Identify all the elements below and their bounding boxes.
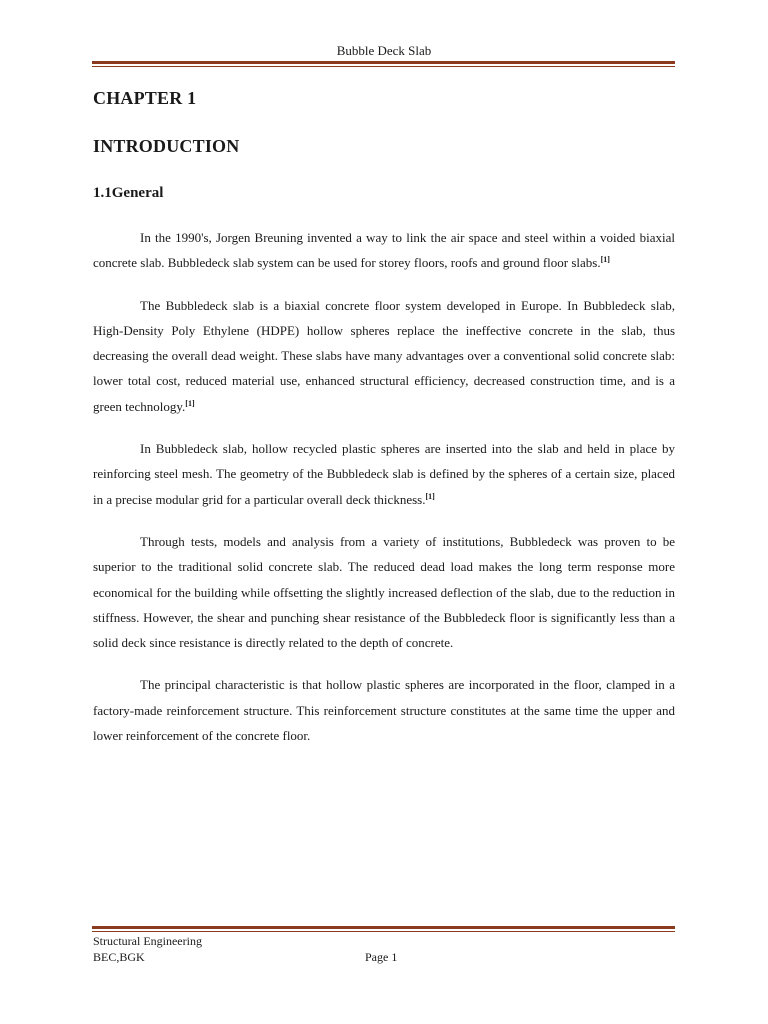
paragraph-text: Through tests, models and analysis from a variety of institutions, Bubbledeck was proven to be superior to the traditional solid concrete slab. The reduced dead load makes the long term response more economical for the building while offsetting the slightly increased deflection of the slab, due to the reduction in stiffness. However, the shear and punching shear resistance of the Bubbledeck floor is significantly less than a solid deck since resistance is directly related to the depth of concrete. <box>93 533 675 651</box>
paragraph <box>93 293 675 419</box>
chapter-number: CHAPTER 1 <box>93 88 197 108</box>
paragraph-text: In Bubbledeck slab, hollow recycled plastic spheres are inserted into the slab and held in place by reinforcing steel mesh. The geometry of the Bubbledeck slab is defined by the spheres of a certain size, placed in a precise modular grid for a particular overall deck thickness. <box>93 441 675 507</box>
paragraph-text: In the 1990's, Jorgen Breuning invented a way to link the air space and steel within a voided biaxial concrete slab. Bubbledeck slab system can be used for storey floors, roofs and ground floor slabs. <box>93 230 675 271</box>
citation: [1] <box>185 398 195 408</box>
footer-department: Structural Engineering <box>93 934 202 948</box>
citation: [1] <box>600 255 610 265</box>
paragraph <box>93 436 675 512</box>
header-rule-thick <box>92 61 675 64</box>
running-header: Bubble Deck Slab <box>336 43 432 58</box>
footer-college: BEC,BGK <box>93 950 145 964</box>
paragraph <box>93 529 675 655</box>
citation: [1] <box>425 491 435 501</box>
footer-rule-thick <box>92 926 675 929</box>
paragraph <box>93 672 675 748</box>
paragraph-text: The principal characteristic is that hollow plastic spheres are incorporated in the floor, clamped in a factory-made reinforcement structure. This reinforcement structure constitutes at the same time the upper and lower reinforcement of the concrete floor. <box>93 677 675 744</box>
header-rule-thin <box>92 66 675 67</box>
section-heading: 1.1General <box>93 185 164 201</box>
paragraph-text: The Bubbledeck slab is a biaxial concrete floor system developed in Europe. In Bubbledeck slab, High-Density Poly Ethylene (HDPE) hollow spheres replace the ineffective concrete in the slab, thus decreasing the overall dead weight. These slabs have many advantages over a conventional solid concrete slab: lower total cost, reduced material use, enhanced structural efficiency, decreased construction time, and is a green technology. <box>93 297 675 414</box>
body-text <box>93 225 675 765</box>
footer-rule-thin <box>92 931 675 932</box>
chapter-title: INTRODUCTION <box>93 136 240 156</box>
page-number: Page 1 <box>365 950 398 964</box>
paragraph <box>93 225 675 276</box>
